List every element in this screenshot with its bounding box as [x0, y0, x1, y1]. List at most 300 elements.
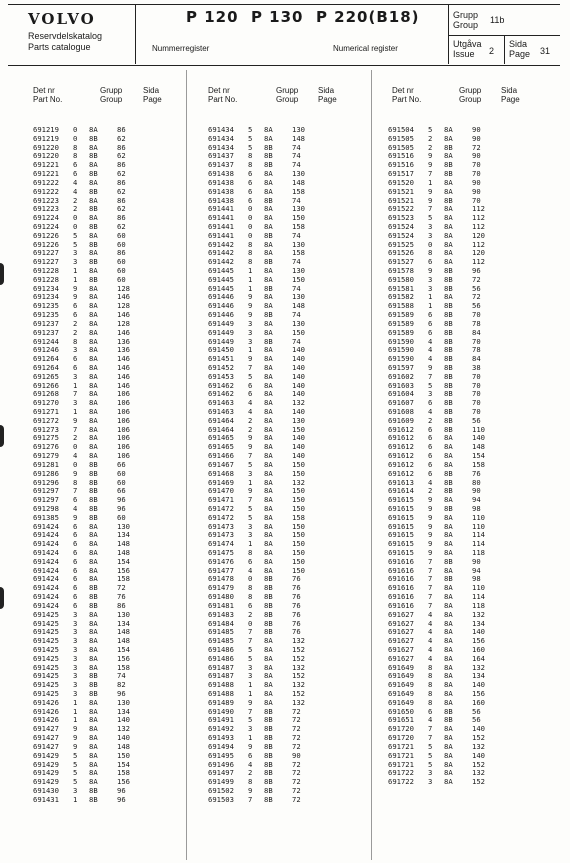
issue-digit: 9 [248, 354, 253, 364]
page-number: 146 [117, 292, 130, 302]
page-number: 132 [292, 398, 305, 408]
part-number: 691486 [208, 644, 234, 654]
group-code: 8A [264, 204, 273, 214]
issue-digit: 7 [428, 169, 433, 179]
part-number: 691434 [208, 133, 234, 143]
issue-digit: 5 [248, 715, 253, 725]
group-code: 8A [444, 689, 453, 698]
part-number: 691237 [33, 318, 59, 328]
issue-digit: 7 [428, 371, 433, 381]
part-number: 691219 [33, 133, 59, 143]
part-number: 691608 [388, 407, 414, 416]
group-code: 8A [444, 495, 453, 505]
part-number: 691244 [33, 336, 59, 346]
group-code: 8B [264, 724, 273, 734]
issue-digit: 7 [248, 794, 253, 804]
page-number: 110 [472, 583, 485, 593]
issue-digit: 1 [73, 266, 78, 275]
page-number: 38 [472, 362, 481, 372]
page-number: 72 [292, 741, 301, 751]
part-number: 691424 [33, 583, 59, 593]
group-code: 8B [444, 336, 453, 346]
part-number: 691438 [208, 186, 234, 196]
page-number: 130 [292, 292, 305, 302]
issue-digit: 9 [428, 512, 433, 522]
group-code: 8A [264, 407, 273, 416]
group-code: 8A [89, 548, 98, 557]
issue-digit: 0 [248, 221, 253, 231]
issue-digit: 8 [248, 583, 253, 593]
issue-digit: 4 [73, 186, 78, 196]
issue-digit: 7 [428, 600, 433, 610]
part-number: 691463 [208, 398, 234, 408]
issue-digit: 1 [248, 345, 253, 355]
issue-digit: 5 [248, 512, 253, 522]
issue-digit: 3 [248, 724, 253, 734]
group-code: 8A [89, 609, 98, 619]
group-code: 8A [264, 239, 273, 249]
binding-hole [0, 263, 4, 285]
group-code: 8B [264, 768, 273, 778]
issue-digit: 6 [428, 451, 433, 461]
page-number: 56 [472, 415, 481, 425]
group-code: 8A [444, 177, 453, 187]
group-code: 8B [89, 785, 98, 795]
issue-digit: 3 [73, 671, 78, 681]
page-number: 110 [472, 521, 485, 531]
part-number: 691441 [208, 213, 234, 223]
group-code: 8A [444, 697, 453, 707]
part-number: 691220 [33, 151, 59, 161]
register-title-sv: Nummerregister [152, 44, 210, 53]
issue-digit: 6 [73, 548, 78, 557]
page-number: 60 [117, 468, 126, 478]
group-code: 8A [444, 292, 453, 302]
page-number: 148 [292, 133, 305, 143]
group-code: 8A [264, 644, 273, 654]
part-number: 691427 [33, 733, 59, 743]
part-number: 691467 [208, 459, 234, 469]
group-code: 8B [89, 468, 98, 478]
page-number: 132 [472, 741, 485, 751]
group-code: 8A [264, 266, 273, 275]
group-code: 8B [444, 301, 453, 311]
part-number: 691221 [33, 160, 59, 170]
issue-digit: 3 [73, 627, 78, 637]
group-code: 8B [89, 133, 98, 143]
part-number: 691424 [33, 565, 59, 575]
page-number: 96 [117, 794, 126, 804]
col-header-page: Sida Page [318, 86, 337, 104]
group-code: 8A [89, 627, 98, 637]
group-code: 8B [444, 380, 453, 390]
page-number: 70 [472, 407, 481, 416]
part-number: 691296 [33, 477, 59, 487]
issue-digit: 1 [73, 380, 78, 390]
page-number: 76 [292, 592, 301, 602]
issue-value: 2 [489, 46, 495, 56]
part-number: 691516 [388, 151, 414, 161]
page-number: 56 [472, 715, 481, 725]
part-number: 691446 [208, 292, 234, 302]
part-number: 691603 [388, 380, 414, 390]
part-number: 691281 [33, 459, 59, 469]
page-number: 152 [292, 689, 305, 698]
group-code: 8A [444, 512, 453, 522]
page-number: 76 [292, 574, 301, 584]
issue-digit: 0 [248, 618, 253, 628]
issue-digit: 4 [428, 477, 433, 487]
issue-digit: 9 [73, 741, 78, 751]
issue-digit: 5 [248, 644, 253, 654]
col-header-page: Sida Page [143, 86, 162, 104]
page-number: 136 [117, 336, 130, 346]
page-number: 152 [472, 759, 485, 769]
issue-digit: 1 [428, 292, 433, 302]
group-code: 8A [444, 239, 453, 249]
issue-digit: 1 [248, 539, 253, 549]
issue-digit: 1 [248, 689, 253, 698]
col-header-part: Det nr Part No. [33, 86, 63, 104]
issue-digit: 4 [73, 451, 78, 461]
group-code: 8B [89, 477, 98, 487]
page-number: 80 [472, 477, 481, 487]
issue-digit: 6 [73, 574, 78, 584]
issue-digit: 6 [428, 398, 433, 408]
group-code: 8A [264, 318, 273, 328]
part-number: 691226 [33, 230, 59, 240]
group-code: 8A [89, 653, 98, 663]
group-code: 8B [444, 327, 453, 337]
group-code: 8A [89, 618, 98, 628]
page-number: 94 [472, 565, 481, 575]
group-code: 8B [444, 345, 453, 355]
issue-digit: 9 [73, 724, 78, 734]
issue-digit: 8 [428, 697, 433, 707]
part-number: 691616 [388, 565, 414, 575]
page-number: 74 [292, 310, 301, 320]
part-number: 691298 [33, 503, 59, 513]
group-label [453, 10, 478, 30]
group-code: 8A [264, 671, 273, 681]
part-number: 691424 [33, 574, 59, 584]
part-number: 691434 [208, 125, 234, 134]
part-number: 691235 [33, 310, 59, 320]
issue-digit: 4 [248, 398, 253, 408]
col-header-part: Det nr Part No. [392, 86, 422, 104]
issue-digit: 6 [73, 600, 78, 610]
part-number: 691627 [388, 653, 414, 663]
group-label-en: Group [453, 20, 479, 30]
group-code: 8A [444, 741, 453, 751]
page-number: 56 [472, 706, 481, 716]
issue-digit: 6 [248, 600, 253, 610]
page-number: 70 [472, 371, 481, 381]
page-number: 150 [292, 468, 305, 478]
part-number: 691276 [33, 442, 59, 452]
part-number: 691473 [208, 530, 234, 540]
page-number: 90 [292, 750, 301, 760]
page-number: 114 [472, 539, 485, 549]
issue-digit: 6 [73, 495, 78, 505]
part-number: 691438 [208, 195, 234, 205]
page-number: 112 [472, 257, 485, 267]
group-code: 8A [444, 636, 453, 646]
page-number: 152 [472, 777, 485, 787]
part-number: 691616 [388, 583, 414, 593]
page-number: 132 [292, 680, 305, 690]
part-number: 691649 [388, 689, 414, 698]
group-label-sv: Grupp [453, 10, 479, 20]
part-number: 691425 [33, 644, 59, 654]
page-number: 132 [117, 724, 130, 734]
page-number: 86 [117, 142, 126, 152]
issue-digit: 5 [248, 503, 253, 513]
part-number: 691450 [208, 345, 234, 355]
part-number: 691438 [208, 177, 234, 187]
issue-digit: 9 [73, 733, 78, 743]
issue-digit: 6 [428, 459, 433, 469]
page-number: 86 [117, 177, 126, 187]
group-code: 8B [444, 283, 453, 293]
group-code: 8A [444, 125, 453, 134]
group-code: 8B [264, 609, 273, 619]
issue-digit: 4 [428, 644, 433, 654]
page-number: 60 [117, 239, 126, 249]
group-code: 8A [89, 442, 98, 452]
page-number: 62 [117, 204, 126, 214]
page-number: 72 [472, 292, 481, 302]
part-number: 691524 [388, 221, 414, 231]
group-code: 8B [89, 204, 98, 214]
page-number: 148 [117, 627, 130, 637]
issue-digit: 3 [73, 636, 78, 646]
page-number: 72 [292, 759, 301, 769]
page-number: 150 [292, 521, 305, 531]
group-code: 8A [264, 274, 273, 284]
issue-digit: 7 [428, 583, 433, 593]
group-code: 8A [264, 680, 273, 690]
group-code: 8A [264, 662, 273, 672]
page-number: 72 [472, 274, 481, 284]
page-number: 60 [117, 477, 126, 487]
page-number: 60 [117, 257, 126, 267]
group-code: 8A [264, 451, 273, 461]
page-number: 148 [117, 741, 130, 751]
column-divider [371, 70, 372, 860]
part-number: 691385 [33, 512, 59, 522]
issue-digit: 4 [73, 503, 78, 513]
issue-digit: 5 [428, 750, 433, 760]
issue-digit: 1 [248, 477, 253, 487]
issue-digit: 6 [73, 530, 78, 540]
page-number: 74 [292, 336, 301, 346]
page-number: 130 [292, 169, 305, 179]
part-number: 691449 [208, 336, 234, 346]
group-code: 8A [89, 380, 98, 390]
page-number: 130 [292, 125, 305, 134]
part-number: 691234 [33, 283, 59, 293]
page-number: 62 [117, 221, 126, 231]
header-divider [135, 4, 136, 64]
page-number: 90 [472, 133, 481, 143]
issue-digit: 9 [248, 741, 253, 751]
issue-digit: 9 [248, 292, 253, 302]
part-number: 691651 [388, 715, 414, 725]
part-number: 691627 [388, 609, 414, 619]
group-code: 8B [444, 706, 453, 716]
issue-digit: 5 [428, 759, 433, 769]
part-number: 691266 [33, 380, 59, 390]
part-number: 691246 [33, 345, 59, 355]
group-code: 8B [444, 486, 453, 496]
group-code: 8B [89, 169, 98, 179]
group-code: 8A [89, 539, 98, 549]
page-number: 158 [292, 186, 305, 196]
group-code: 8B [444, 574, 453, 584]
issue-digit: 3 [428, 777, 433, 787]
group-code: 8A [264, 433, 273, 443]
page-number: 146 [117, 380, 130, 390]
part-number: 691612 [388, 442, 414, 452]
issue-digit: 0 [73, 221, 78, 231]
part-number: 691649 [388, 680, 414, 690]
group-code: 8A [89, 213, 98, 223]
page-number: 132 [472, 768, 485, 778]
issue-digit: 3 [73, 653, 78, 663]
page-number: 128 [117, 283, 130, 293]
group-code: 8B [89, 257, 98, 267]
part-number: 691446 [208, 301, 234, 311]
page-number: 148 [117, 636, 130, 646]
issue-digit: 4 [428, 715, 433, 725]
part-number: 691520 [388, 177, 414, 187]
issue-digit: 0 [73, 459, 78, 469]
issue-digit: 6 [428, 327, 433, 337]
issue-digit: 1 [73, 407, 78, 416]
group-code: 8B [444, 371, 453, 381]
issue-digit: 8 [428, 689, 433, 698]
group-code: 8A [89, 371, 98, 381]
issue-label-sv: Utgåva [453, 39, 482, 49]
group-code: 8A [89, 777, 98, 787]
page-number: 90 [472, 186, 481, 196]
part-number: 691265 [33, 371, 59, 381]
issue-digit: 9 [428, 548, 433, 557]
issue-digit: 7 [428, 724, 433, 734]
issue-digit: 4 [428, 609, 433, 619]
group-code: 8A [444, 768, 453, 778]
issue-digit: 6 [73, 169, 78, 179]
part-number: 691466 [208, 451, 234, 461]
issue-digit: 8 [248, 248, 253, 258]
group-code: 8A [444, 565, 453, 575]
page-number: 106 [117, 424, 130, 434]
issue-digit: 6 [248, 169, 253, 179]
group-code: 8A [89, 565, 98, 575]
part-number: 691604 [388, 389, 414, 399]
page-number: 76 [292, 618, 301, 628]
issue-digit: 9 [428, 160, 433, 170]
group-code: 8A [89, 715, 98, 725]
issue-digit: 3 [73, 248, 78, 258]
page-number: 140 [472, 627, 485, 637]
page-number: 106 [117, 389, 130, 399]
page-number: 128 [117, 301, 130, 311]
page-number: 140 [292, 451, 305, 461]
group-code: 8A [264, 539, 273, 549]
part-number: 691590 [388, 345, 414, 355]
issue-digit: 1 [73, 274, 78, 284]
part-number: 691437 [208, 160, 234, 170]
issue-digit: 8 [248, 777, 253, 787]
part-number: 691612 [388, 424, 414, 434]
issue-digit: 3 [73, 662, 78, 672]
group-code: 8A [264, 495, 273, 505]
page-number: 84 [472, 354, 481, 364]
part-number: 691516 [388, 160, 414, 170]
issue-digit: 8 [428, 680, 433, 690]
page-number: 150 [292, 530, 305, 540]
group-code: 8A [264, 398, 273, 408]
issue-digit: 2 [73, 433, 78, 443]
page-number: 86 [117, 600, 126, 610]
group-code: 8A [89, 407, 98, 416]
part-number: 691649 [388, 671, 414, 681]
col-header-group: Grupp Group [100, 86, 123, 104]
issue-digit: 7 [428, 565, 433, 575]
group-code: 8B [444, 389, 453, 399]
page-number: 72 [292, 706, 301, 716]
part-number: 691609 [388, 415, 414, 425]
part-number: 691588 [388, 301, 414, 311]
page-number: 76 [472, 468, 481, 478]
part-number: 691429 [33, 759, 59, 769]
page-number: 158 [292, 248, 305, 258]
issue-digit: 6 [73, 556, 78, 566]
issue-digit: 9 [73, 512, 78, 522]
group-code: 8A [264, 486, 273, 496]
page-number: 132 [292, 636, 305, 646]
group-code: 8A [444, 530, 453, 540]
page-number: 134 [472, 618, 485, 628]
issue-digit: 8 [73, 336, 78, 346]
group-code: 8A [444, 662, 453, 672]
page-number: 110 [472, 424, 485, 434]
part-number: 691223 [33, 195, 59, 205]
page-number: 140 [292, 354, 305, 364]
col-header-group: Grupp Group [276, 86, 299, 104]
issue-digit: 3 [73, 785, 78, 795]
group-code: 8B [264, 706, 273, 716]
part-number: 691426 [33, 715, 59, 725]
page-number: 72 [292, 794, 301, 804]
group-code: 8A [89, 530, 98, 540]
part-number: 691615 [388, 539, 414, 549]
issue-digit: 3 [73, 345, 78, 355]
part-number: 691590 [388, 336, 414, 346]
page-number: 118 [472, 600, 485, 610]
issue-digit: 1 [73, 794, 78, 804]
part-number: 691581 [388, 283, 414, 293]
part-number: 691578 [388, 266, 414, 275]
page-number: 74 [292, 257, 301, 267]
part-number: 691722 [388, 777, 414, 787]
group-code: 8A [89, 362, 98, 372]
issue-digit: 3 [428, 274, 433, 284]
group-code: 8B [89, 680, 98, 690]
part-number: 691445 [208, 266, 234, 275]
